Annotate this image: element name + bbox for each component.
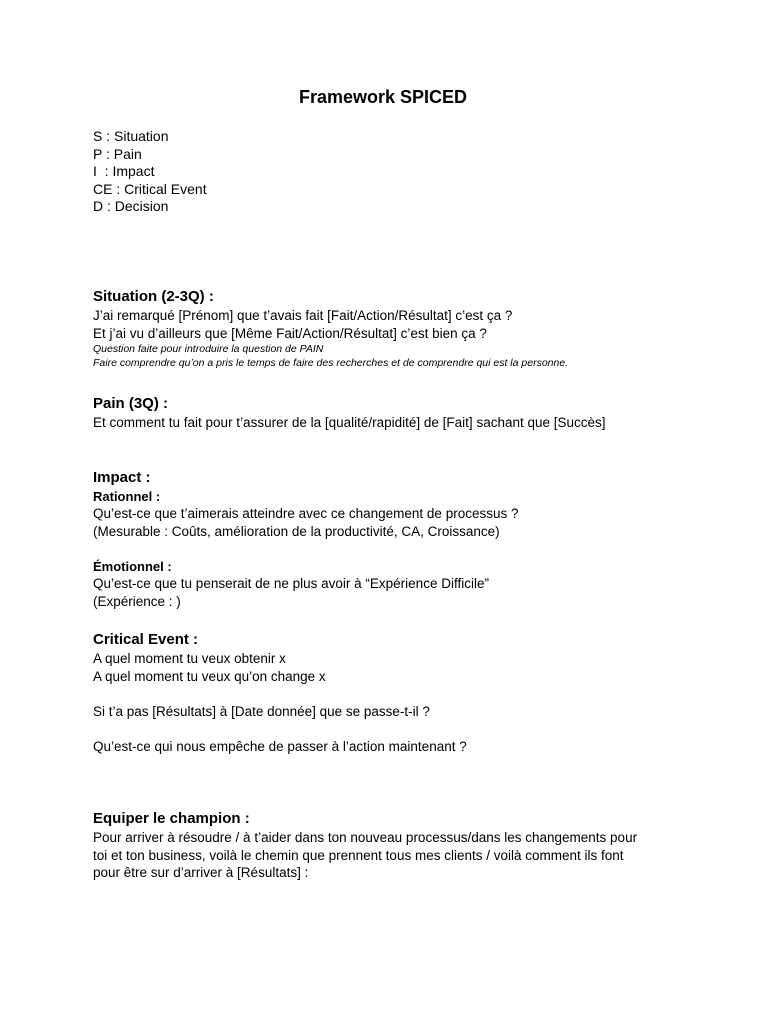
emotionnel-block xyxy=(93,558,693,610)
emotionnel-line: (Expérience : ) xyxy=(93,593,181,609)
critical-event-heading: Critical Event : xyxy=(93,631,199,648)
abbreviation-item: CE : Critical Event xyxy=(93,180,207,197)
page-title: Framework SPICED xyxy=(298,87,468,107)
rationnel-line: Qu’est-ce que t’aimerais atteindre avec ce changement de processus ? xyxy=(93,506,519,521)
champion-section xyxy=(93,809,693,882)
impact-section xyxy=(93,468,693,540)
rationnel-label: Rationnel : xyxy=(93,489,161,504)
situation-heading: Situation (2-3Q) : xyxy=(93,288,214,305)
critical-event-question: Si t’a pas [Résultats] à [Date donnée] que se passe-t-il ? xyxy=(93,703,430,719)
champion-line: toi et ton business, voilà le chemin que prennent tous mes clients / voilà comment ils font xyxy=(93,847,624,863)
situation-note: Question faite pour introduire la question de PAIN xyxy=(93,343,324,355)
critical-event-question: Qu’est-ce qui nous empêche de passer à l’action maintenant ? xyxy=(93,738,467,754)
emotionnel-label: Émotionnel : xyxy=(93,559,172,574)
champion-heading: Equiper le champion : xyxy=(93,810,250,827)
abbreviation-item: S : Situation xyxy=(93,128,169,144)
impact-heading: Impact : xyxy=(93,469,151,486)
champion-line: pour être sur d’arriver à [Résultats] : xyxy=(93,865,309,880)
situation-note: Faire comprendre qu’on a pris le temps de faire des recherches et de comprendre qui est la personne. xyxy=(93,357,569,369)
critical-event-line: A quel moment tu veux obtenir x xyxy=(93,651,286,666)
emotionnel-line: Qu’est-ce que tu penserait de ne plus avoir à “Expérience Difficile” xyxy=(93,576,489,591)
pain-section xyxy=(93,394,693,432)
critical-event-line: A quel moment tu veux qu’on change x xyxy=(93,668,326,684)
pain-line: Et comment tu fait pour t’assurer de la [qualité/rapidité] de [Fait] sachant que [Succès] xyxy=(93,415,606,430)
abbreviation-item: I : Impact xyxy=(93,163,155,180)
abbreviation-item: D : Decision xyxy=(93,198,169,215)
abbreviation-list xyxy=(93,128,207,216)
situation-section xyxy=(93,287,693,370)
situation-line: J’ai remarqué [Prénom] que t’avais fait [Fait/Action/Résultat] c’est ça ? xyxy=(93,308,513,323)
pain-heading: Pain (3Q) : xyxy=(93,395,169,412)
abbreviation-item: P : Pain xyxy=(93,145,142,162)
critical-event-section xyxy=(93,630,693,755)
rationnel-line: (Mesurable : Coûts, amélioration de la productivité, CA, Croissance) xyxy=(93,523,500,539)
champion-line: Pour arriver à résoudre / à t’aider dans ton nouveau processus/dans les changements pour xyxy=(93,830,638,845)
situation-line: Et j’ai vu d’ailleurs que [Même Fait/Action/Résultat] c’est bien ça ? xyxy=(93,325,487,341)
